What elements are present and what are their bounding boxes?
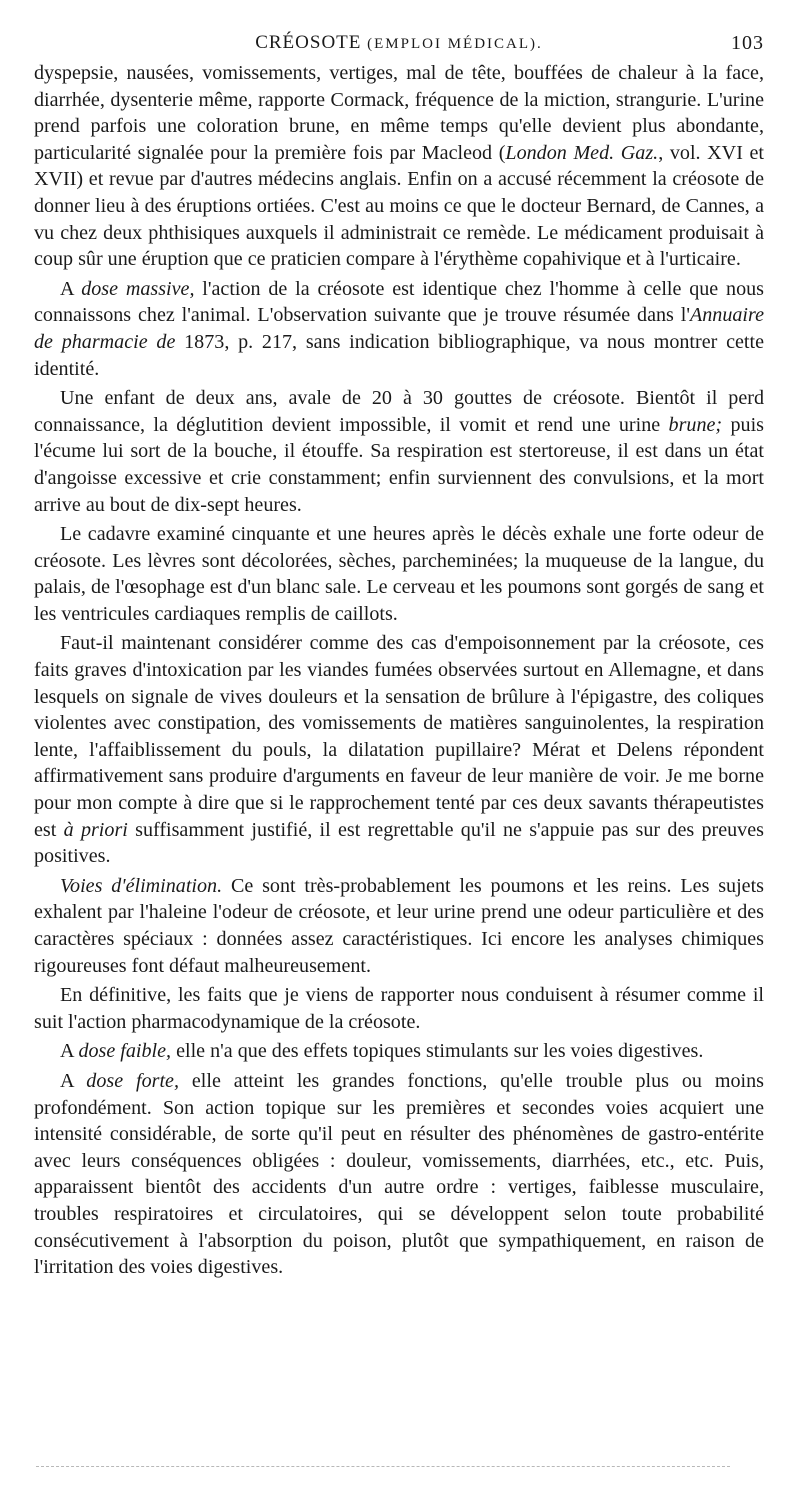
italic-text: brune; xyxy=(668,413,723,436)
text-run: A xyxy=(60,277,82,300)
body-text xyxy=(34,60,764,1281)
paragraph xyxy=(34,630,764,869)
italic-text: Voies d'élimination. xyxy=(60,874,223,897)
italic-text: Annuaire de pharmacie de xyxy=(34,304,764,353)
paragraph xyxy=(34,982,764,1035)
italic-text: dose faible, xyxy=(78,1040,172,1063)
text-run: puis l'écume lui sort de la bouche, il étouffe. Sa respiration est stertoreuse, il est dans un état d'angoisse excessive et crie constamment; enfin surviennent des convulsions, et la mort arrive au bout de dix-sept heures. xyxy=(34,413,764,516)
running-title xyxy=(34,32,764,54)
text-run: Une enfant de deux ans, avale de 20 à 30 gouttes de créosote. Bientôt il perd connaissance, la déglutition devient impossible, il vomit et rend une urine xyxy=(34,387,764,436)
paragraph xyxy=(34,276,764,382)
page-number: 103 xyxy=(731,32,764,54)
header-title: CRÉOSOTE xyxy=(255,32,362,53)
paragraph xyxy=(34,385,764,518)
paragraph xyxy=(34,1068,764,1281)
header-subtitle: (EMPLOI MÉDICAL). xyxy=(367,36,543,52)
text-run: elle atteint les grandes fonctions, qu'elle trouble plus ou moins profondément. Son action topique sur les premières et secondes voies acquiert une intensité considérable, de sorte qu'il peut en résulter des phénomènes de gastro-entérite avec leurs conséquences obligées : douleur, vomissements, diarrhées, etc., etc. Puis, apparaissent bientôt des accidents d'un autre ordre : vertiges, faiblesse musculaire, troubles respiratoires et circulatoires, qui se développent selon toute probabilité consécutivement à l'absorption du poison, plutôt que sympathiquement, en raison de l'irritation des voies digestives. xyxy=(34,1069,764,1279)
running-head xyxy=(34,32,764,60)
text-run: A xyxy=(60,1040,79,1063)
text-run: Le cadavre examiné cinquante et une heures après le décès exhale une forte odeur de créosote. Les lèvres sont décolorées, sèches, parcheminées; la muqueuse de la langue, du palais, de l'œsophage est d'un blanc sale. Le cerveau et les poumons sont gorgés de sang et les ventricules cardiaques remplis de caillots. xyxy=(34,523,764,625)
text-run: l'action de la créosote est identique chez l'homme à celle que nous connaissons chez l'animal. L'observation suivante que je trouve résumée dans l' xyxy=(34,277,764,327)
paragraph xyxy=(34,1038,764,1065)
text-run: , vol. XVI et XVII) et revue par d'autres médecins anglais. Enfin on a accusé récemment la créosote de donner lieu à des éruptions ortiées. C'est au moins ce que le docteur Bernard, de Cannes, a vu chez deux phthisiques auxquels il administrait ce remède. Le médicament produisait à coup sûr une éruption que ce praticien compare à l'érythème copahivique et à l'urticaire. xyxy=(34,141,765,271)
text-run: dyspepsie, nausées, vomissements, vertiges, mal de tête, bouffées de chaleur à la face, diarrhée, dysenterie même, rapporte Cormack, fréquence de la miction, strangurie. L'urine prend parfois une coloration brune, en même temps qu'elle devient plus abondante, particularité signalée pour la première fois par Macleod ( xyxy=(34,62,764,164)
italic-text: London Med. Gaz. xyxy=(505,141,659,164)
italic-text: à priori xyxy=(63,818,128,841)
text-run: Ce sont très-probablement les poumons et les reins. Les sujets exhalent par l'haleine l'odeur de créosote, et leur urine prend une odeur particulière et des caractères spéciaux : données assez caractéristiques. Ici encore les analyses chimiques rigoureuses font défaut malheureusement. xyxy=(34,874,764,977)
text-run: 1873, p. 217, sans indication bibliographique, va nous montrer cette identité. xyxy=(34,330,764,380)
bottom-rule xyxy=(36,1466,730,1467)
italic-text: dose forte, xyxy=(86,1069,179,1092)
text-run: elle n'a que des effets topiques stimulants sur les voies digestives. xyxy=(171,1040,704,1063)
paragraph xyxy=(34,521,764,627)
text-run: suffisamment justifié, il est regrettable qu'il ne s'appuie pas sur des preuves positives. xyxy=(34,818,764,868)
text-run: En définitive, les faits que je viens de rapporter nous conduisent à résumer comme il suit l'action pharmacodynamique de la créosote. xyxy=(34,984,764,1033)
italic-text: dose massive, xyxy=(81,277,195,300)
paragraph xyxy=(34,873,764,979)
paragraph xyxy=(34,60,764,273)
text-run: A xyxy=(60,1069,87,1092)
text-run: Faut-il maintenant considérer comme des cas d'empoisonnement par la créosote, ces faits graves d'intoxication par les viandes fumées observées surtout en Allemagne, et dans lesquels on signale de vives douleurs et la sensation de brûlure à l'épigastre, des coliques violentes avec constipation, des vomissements de matières sanguinolentes, la respiration lente, l'affaiblissement du pouls, la dilatation pupillaire? Mérat et Delens répondent affirmativement sans produire d'arguments en faveur de leur manière de voir. Je me borne pour mon compte à dire que si le rapprochement tenté par ces deux savants thérapeutistes est xyxy=(34,632,764,841)
